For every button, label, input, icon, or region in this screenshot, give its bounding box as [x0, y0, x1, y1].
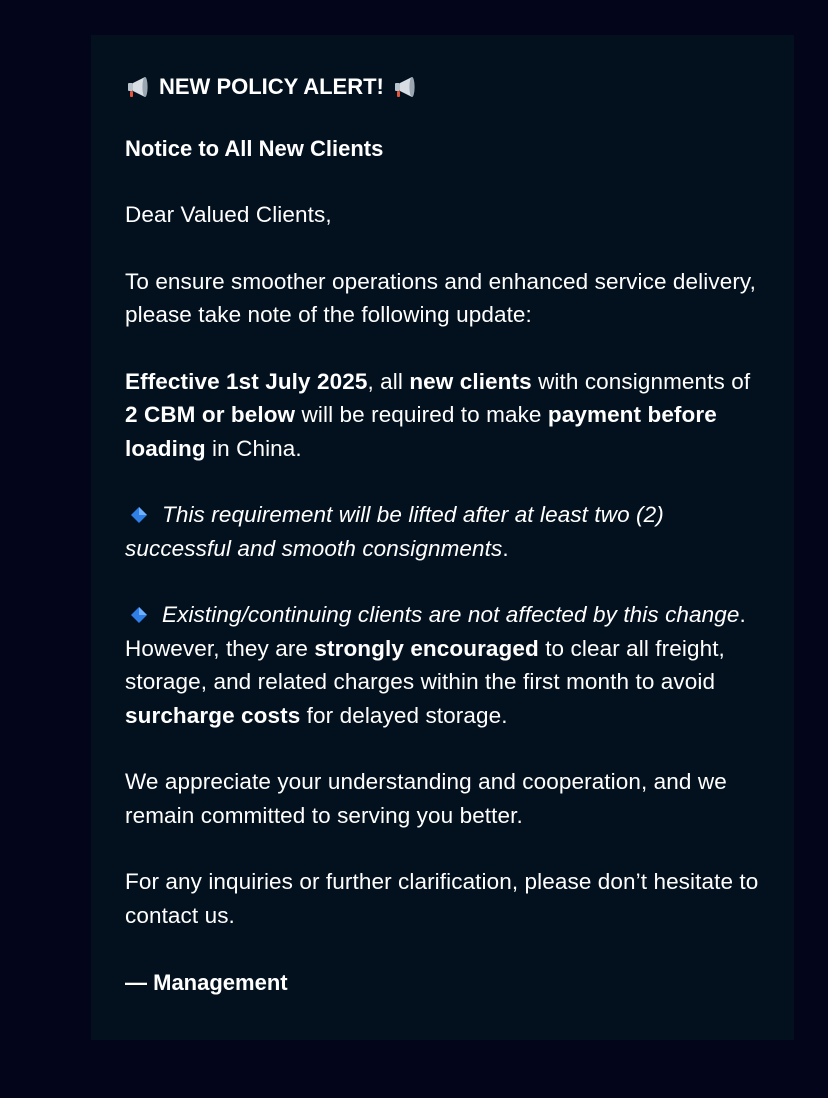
notice-title: NEW POLICY ALERT! — [159, 74, 384, 99]
notice-subtitle: Notice to All New Clients — [125, 136, 384, 161]
blue-diamond-icon — [130, 506, 148, 524]
payment-emphasis: payment before loading — [125, 402, 717, 461]
greeting-text: Dear Valued Clients, — [125, 202, 332, 227]
surcharge-emphasis: surcharge costs — [125, 702, 301, 728]
appreciation-paragraph: We appreciate your understanding and cooperation, and we remain committed to serving you better. — [125, 769, 727, 828]
intro-paragraph: To ensure smoother operations and enhanced service delivery, please take note of the following update: — [125, 268, 756, 327]
threshold-emphasis: 2 CBM or below — [125, 402, 296, 427]
blue-diamond-icon — [130, 606, 148, 624]
bullet-item-existing-clients: Existing/continuing clients are not affected by this change. However, they are strongly encouraged to clear all freight, storage, and related charges within the first month to avoid surcharge costs for delayed storage. — [125, 602, 746, 728]
signature: — Management — [125, 970, 288, 995]
strongly-encouraged-emphasis: strongly encouraged — [314, 635, 539, 661]
megaphone-icon — [125, 75, 151, 99]
new-clients-emphasis: new clients — [409, 368, 532, 394]
notice-title-row — [125, 73, 760, 101]
bullet-item-lift-requirement: This requirement will be lifted after at least two (2) successful and smooth consignments. — [125, 502, 664, 561]
policy-notice-card — [91, 35, 794, 1040]
effective-date: Effective 1st July 2025 — [125, 368, 368, 394]
inquiries-paragraph: For any inquiries or further clarification, please don’t hesitate to contact us. — [125, 869, 759, 928]
policy-paragraph: Effective 1st July 2025, all new clients with consignments of 2 CBM or below will be required to make payment before loading in China. — [125, 368, 751, 461]
megaphone-icon — [392, 75, 418, 99]
